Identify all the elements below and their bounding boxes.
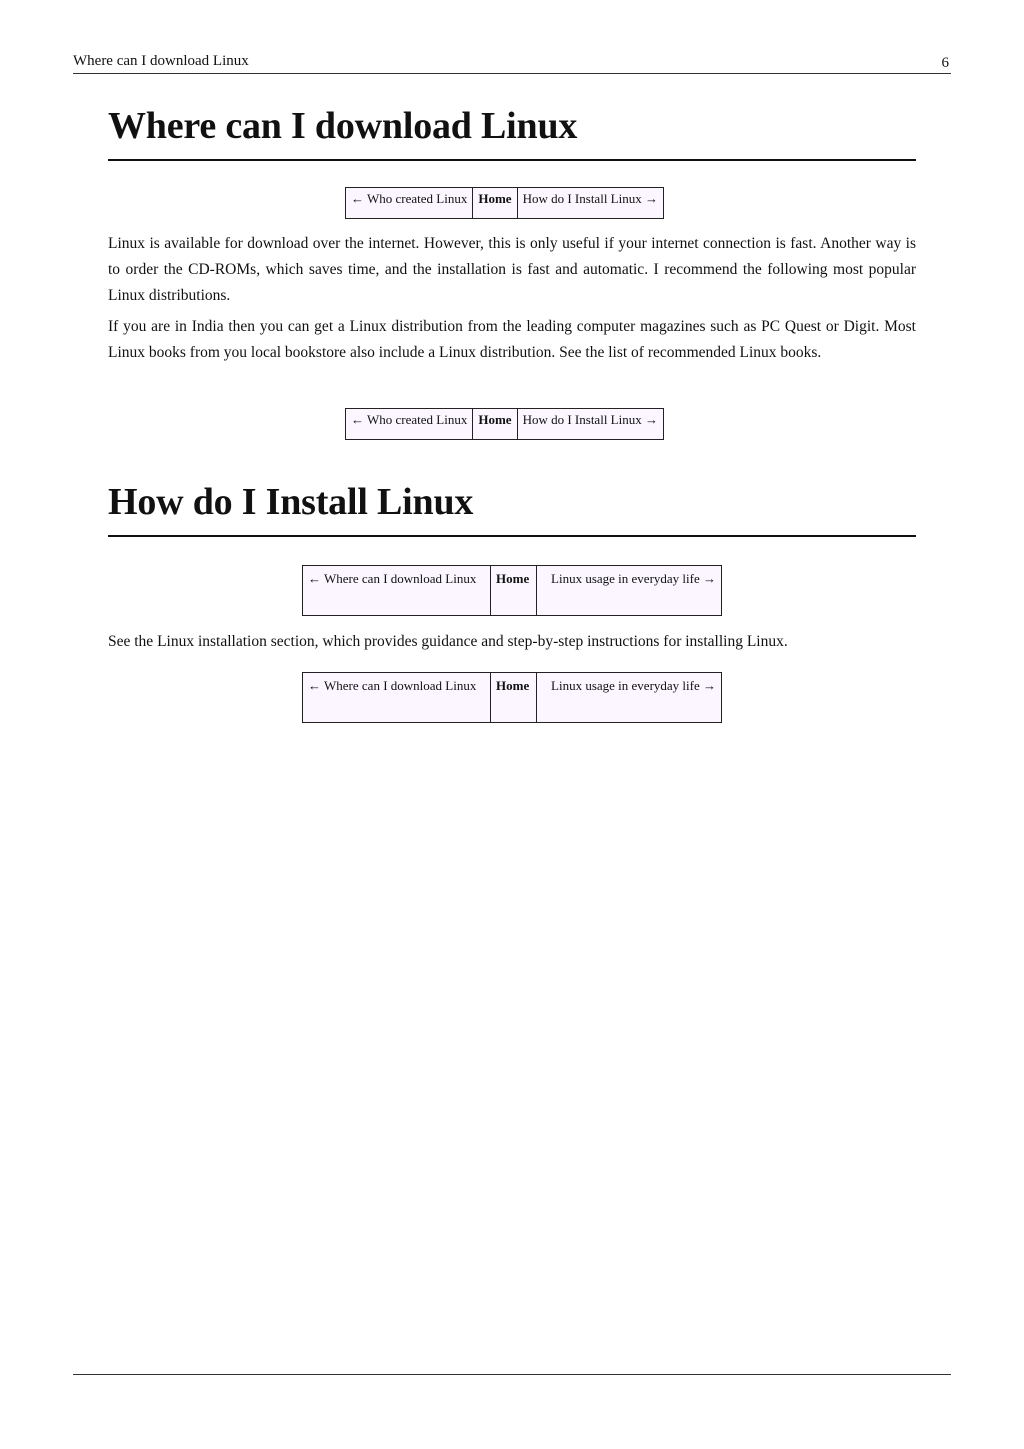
nav-home-cell xyxy=(491,566,537,616)
nav-prev-cell xyxy=(303,566,491,616)
nav-next-cell xyxy=(537,566,722,616)
nav-prev-link[interactable]: ← Who created Linux xyxy=(351,191,468,206)
nav-home-cell xyxy=(491,673,537,723)
nav-bar-download-bottom xyxy=(345,408,664,440)
nav-bar-install-bottom xyxy=(302,672,722,723)
nav-prev-link[interactable]: ← Where can I download Linux xyxy=(308,678,477,693)
nav-prev-link[interactable]: ← Where can I download Linux xyxy=(308,571,477,586)
nav-bar-install-top xyxy=(302,565,722,616)
nav-next-cell xyxy=(537,673,722,723)
paragraph-download-1: Linux is available for download over the internet. However, this is only useful if your internet connection is fast. Another way is to order the CD-ROMs, which saves time, and the installation is fast and automatic. I recommend the following most popular Linux distributions. xyxy=(108,235,916,304)
footer-rule xyxy=(73,1374,951,1375)
nav-home-cell xyxy=(473,188,517,219)
nav-home-link[interactable]: Home xyxy=(478,191,512,206)
nav-next-cell xyxy=(517,409,663,440)
nav-next-link[interactable]: Linux usage in everyday life → xyxy=(551,678,716,693)
nav-prev-cell xyxy=(303,673,491,723)
running-header xyxy=(73,52,951,74)
paragraph-download-2: If you are in India then you can get a Linux distribution from the leading computer magazines such as PC Quest or Digit. Most Linux books from you local bookstore also include a Linux distribution. See the list of recommended Linux books. xyxy=(108,318,916,361)
nav-bar-download-top xyxy=(345,187,664,219)
nav-next-cell xyxy=(517,188,663,219)
running-header-title: Where can I download Linux xyxy=(73,53,249,69)
page-number: 6 xyxy=(941,55,949,71)
section-title-install: How do I Install Linux xyxy=(108,480,916,537)
nav-home-link[interactable]: Home xyxy=(496,571,530,586)
nav-next-link[interactable]: Linux usage in everyday life → xyxy=(551,571,716,586)
nav-prev-cell xyxy=(346,188,473,219)
paragraph-install-1: See the Linux installation section, which provides guidance and step-by-step instructions for installing Linux. xyxy=(108,633,788,650)
nav-home-cell xyxy=(473,409,517,440)
nav-prev-cell xyxy=(346,409,473,440)
nav-home-link[interactable]: Home xyxy=(478,412,512,427)
nav-next-link[interactable]: How do I Install Linux → xyxy=(522,191,658,206)
nav-next-link[interactable]: How do I Install Linux → xyxy=(522,412,658,427)
section-title-download: Where can I download Linux xyxy=(108,104,916,161)
nav-prev-link[interactable]: ← Who created Linux xyxy=(351,412,468,427)
nav-home-link[interactable]: Home xyxy=(496,678,530,693)
